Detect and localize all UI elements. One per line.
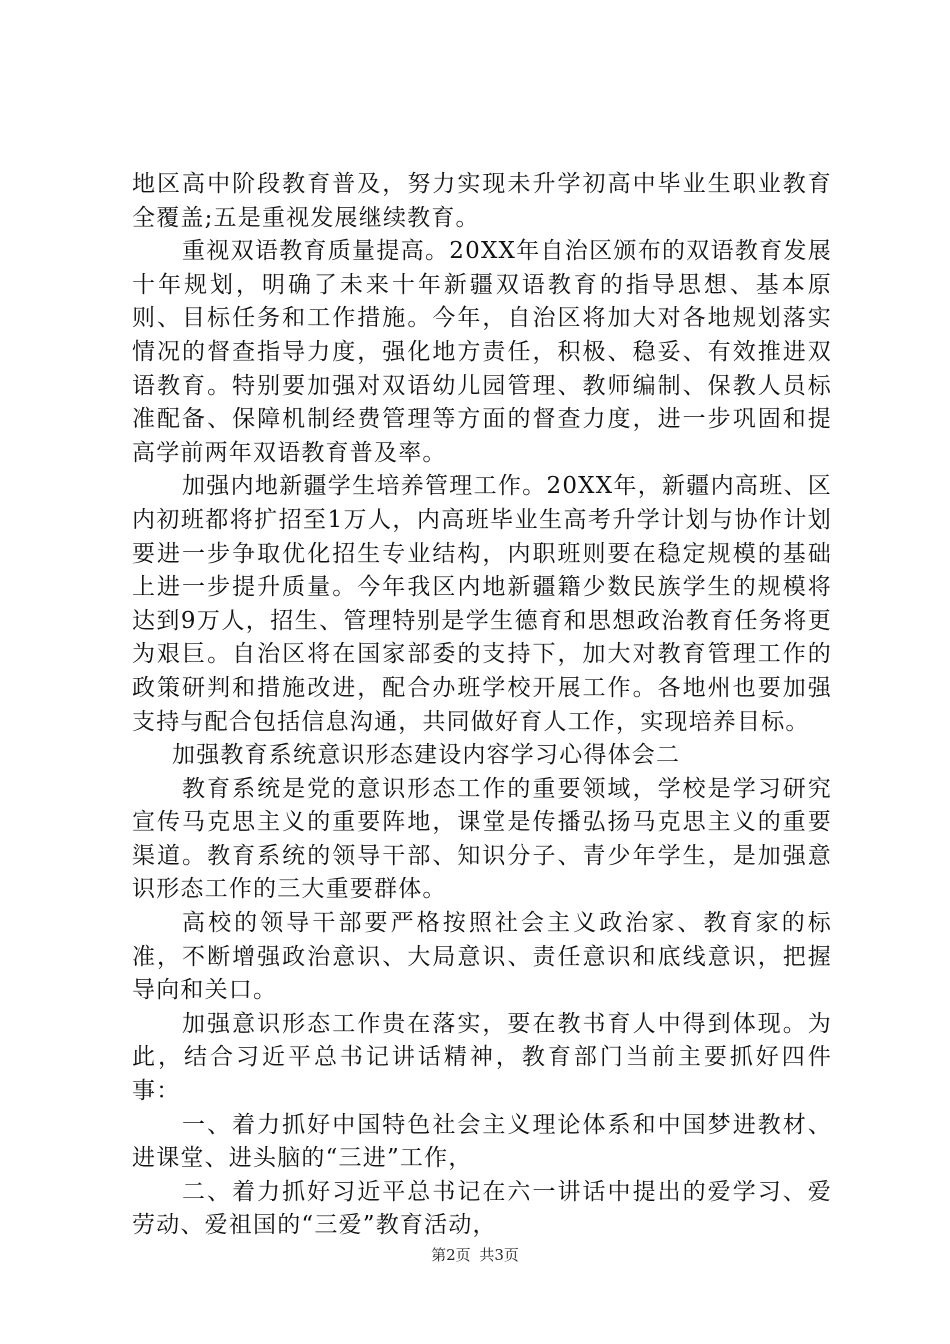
paragraph-implementation: 加强意识形态工作贵在落实，要在教书育人中得到体现。为此，结合习近平总书记讲话精神，教育部门当前主要抓好四件事：	[132, 1010, 832, 1105]
page-footer	[0, 1244, 950, 1265]
paragraph-inland-students: 加强内地新疆学生培养管理工作。20XX年，新疆内高班、区内初班都将扩招至1万人，内高班毕业生高考升学计划与协作计划要进一步争取优化招生专业结构，内职班则要在稳定规模的基础上进一步提升质量。今年我区内地新疆籍少数民族学生的规模将达到9万人，招生、管理特别是学生德育和思想政治教育任务将更为艰巨。自治区将在国家部委的支持下，加大对教育管理工作的政策研判和措施改进，配合办班学校开展工作。各地州也要加强支持与配合包括信息沟通，共同做好育人工作，实现培养目标。	[132, 473, 832, 735]
list-item-two: 二、着力抓好习近平总书记在六一讲话中提出的爱学习、爱劳动、爱祖国的“三爱”教育活动，	[132, 1178, 832, 1239]
paragraph-bilingual-education: 重视双语教育质量提高。20XX年自治区颁布的双语教育发展十年规划，明确了未来十年新疆双语教育的指导思想、基本原则、目标任务和工作措施。今年，自治区将加大对各地规划落实情况的督查指导力度，强化地方责任，积极、稳妥、有效推进双语教育。特别要加强对双语幼儿园管理、教师编制、保教人员标准配备、保障机制经费管理等方面的督查力度，进一步巩固和提高学前两年双语教育普及率。	[132, 238, 832, 466]
paragraph-education-system: 教育系统是党的意识形态工作的重要领域，学校是学习研究宣传马克思主义的重要阵地，课堂是传播弘扬马克思主义的重要渠道。教育系统的领导干部、知识分子、青少年学生，是加强意识形态工作的三大重要群体。	[132, 775, 832, 903]
section-heading: 加强教育系统意识形态建设内容学习心得体会二	[172, 742, 681, 769]
paragraph-university-leaders: 高校的领导干部要严格按照社会主义政治家、教育家的标准，不断增强政治意识、大局意识、责任意识和底线意识，把握导向和关口。	[132, 910, 832, 1004]
list-item-one: 一、着力抓好中国特色社会主义理论体系和中国梦进教材、进课堂、进头脑的“三进”工作，	[132, 1111, 832, 1172]
page-total: 共3页	[479, 1246, 519, 1264]
document-body	[132, 168, 832, 1243]
paragraph-continuation: 地区高中阶段教育普及，努力实现未升学初高中毕业生职业教育全覆盖;五是重视发展继续教育。	[132, 171, 832, 231]
page-number: 第2页	[431, 1246, 471, 1264]
